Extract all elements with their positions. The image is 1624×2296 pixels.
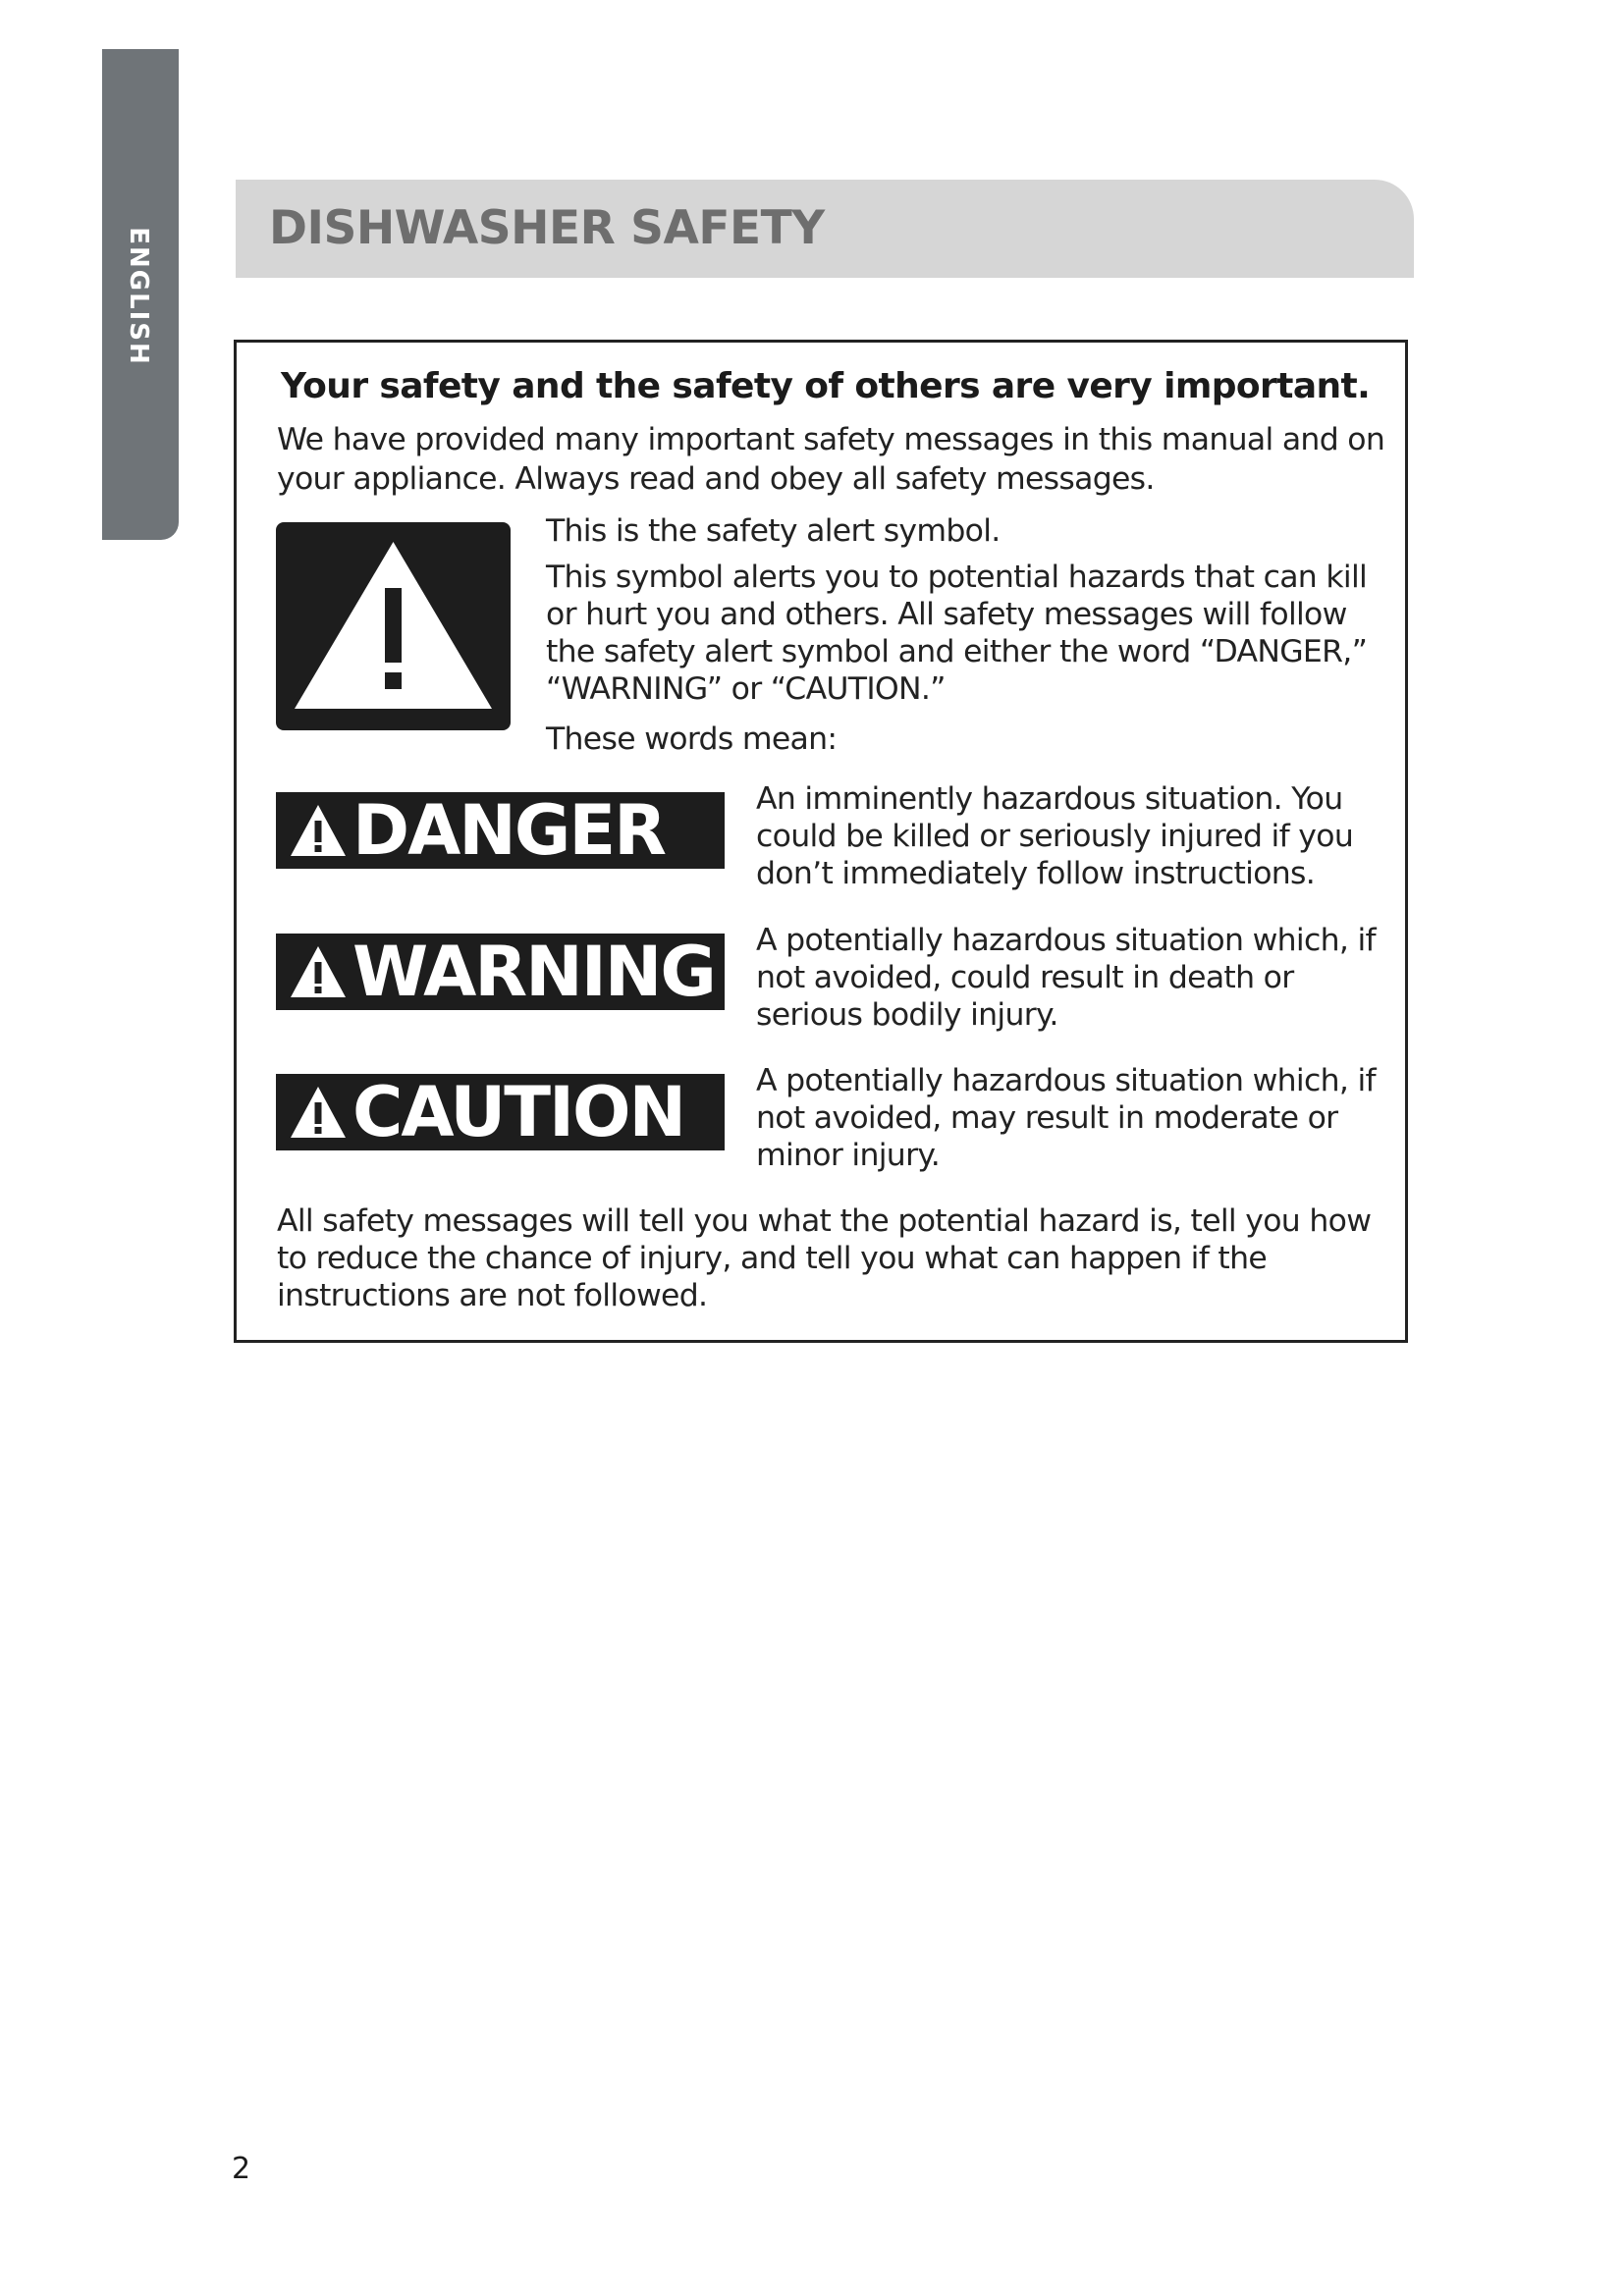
caution-label: CAUTION [352,1072,685,1152]
caution-description: A potentially hazardous situation which, if not avoided, may result in moderate or minor injury. [756,1063,1376,1173]
language-tab-label: ENGLISH [124,227,153,366]
caution-badge [276,1074,725,1150]
warning-triangle-icon [290,944,347,999]
signal-words-intro: These words mean: [546,721,838,757]
warning-triangle-icon [276,522,511,730]
safety-footer-text: All safety messages will tell you what the potential hazard is, tell you how to reduce the chance of injury, and tell you what can happen if the instructions are not followed. [277,1203,1372,1313]
danger-badge [276,792,725,869]
section-title-bar [236,180,1414,278]
warning-badge [276,934,725,1010]
warning-triangle-icon [290,1085,347,1140]
warning-triangle-icon [290,803,347,858]
alert-symbol-description: This symbol alerts you to potential hazards that can kill or hurt you and others. All safety messages will follow the safety alert symbol and either the word “DANGER,” “WARNING” or “CAUTION.” [546,560,1368,707]
danger-description: An imminently hazardous situation. You could be killed or seriously injured if you don’t immediately follow instructions. [756,781,1354,891]
warning-label: WARNING [352,932,715,1012]
page-number: 2 [232,2152,251,2186]
danger-label: DANGER [352,790,666,871]
warning-description: A potentially hazardous situation which, if not avoided, could result in death or serious bodily injury. [756,923,1376,1033]
safety-intro: We have provided many important safety messages in this manual and on your appliance. Always read and obey all safety messages. [277,422,1385,497]
safety-heading: Your safety and the safety of others are very important. [281,366,1371,406]
alert-symbol-caption: This is the safety alert symbol. [546,513,1001,549]
section-title: DISHWASHER SAFETY [269,201,825,255]
